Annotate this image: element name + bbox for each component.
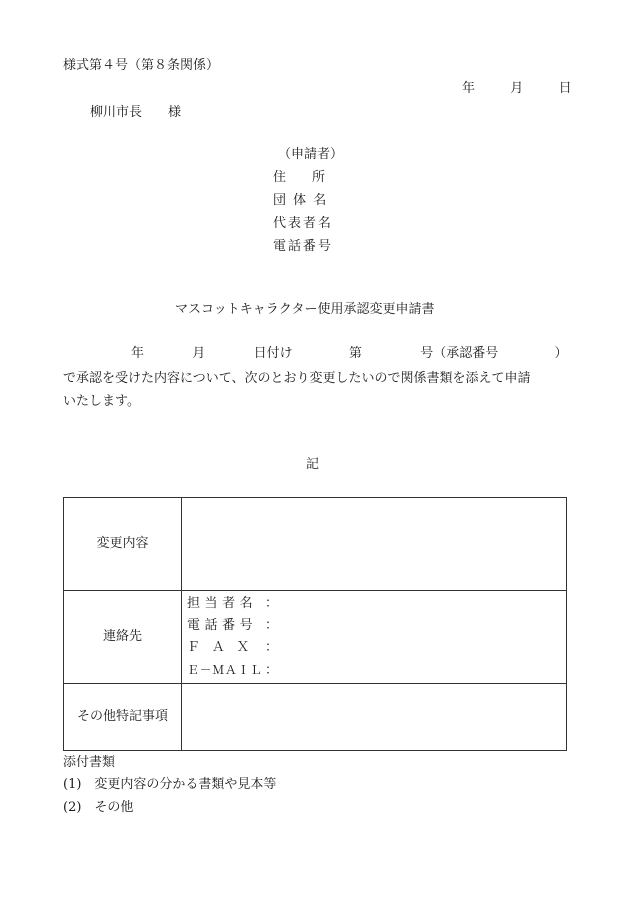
contact-phone-line[interactable] <box>187 615 566 637</box>
approval-number-label: 号（承認番号 <box>420 346 499 361</box>
attachments-heading: 添付書類 <box>63 755 116 770</box>
approval-month: 月 <box>192 346 206 361</box>
contact-person-label: 担当者名 <box>187 596 258 611</box>
date-day: 日 <box>558 81 572 96</box>
contact-fax-label: ＦＡＸ <box>187 640 262 655</box>
table-row-other-notes <box>64 684 567 751</box>
body-line-3: いたします。 <box>63 394 140 409</box>
other-notes-field[interactable] <box>182 684 567 751</box>
contact-lines <box>182 593 566 681</box>
contact-person-line[interactable] <box>187 593 566 615</box>
applicant-heading: （申請者） <box>278 147 344 162</box>
recipient: 柳川市長 様 <box>90 105 182 120</box>
body-line-2: で承認を受けた内容について、次のとおり変更したいので関係書類を添えて申請 <box>63 371 531 386</box>
applicant-representative-label: 代表者名 <box>273 216 333 231</box>
attachment-item-2: (2) その他 <box>63 800 134 815</box>
table-row-change-content <box>64 498 567 591</box>
approval-dai: 第 <box>348 346 362 361</box>
change-content-label: 変更内容 <box>64 498 182 591</box>
table-row-contact <box>64 591 567 684</box>
applicant-address-label: 住 所 <box>273 170 326 185</box>
colon: ： <box>265 663 279 678</box>
date-line <box>462 79 572 100</box>
form-number: 様式第４号（第８条関係） <box>63 58 220 73</box>
details-table <box>63 497 567 751</box>
colon: ： <box>265 640 279 655</box>
attachment-item-1: (1) 変更内容の分かる書類や見本等 <box>63 777 277 792</box>
contact-phone-label: 電話番号 <box>187 618 258 633</box>
applicant-group-name-label: 団体名 <box>273 193 334 208</box>
contact-label: 連絡先 <box>64 591 182 684</box>
approval-line <box>131 344 568 365</box>
other-notes-label: その他特記事項 <box>64 684 182 751</box>
applicant-phone-label: 電話番号 <box>273 239 333 254</box>
colon: ： <box>265 618 279 633</box>
colon: ： <box>265 596 279 611</box>
change-content-field[interactable] <box>182 498 567 591</box>
contact-fax-line[interactable] <box>187 637 566 659</box>
contact-email-label: Ｅ－ＭＡＩＬ <box>187 663 263 677</box>
contact-field <box>182 591 567 684</box>
document-title: マスコットキャラクター使用承認変更申請書 <box>175 302 435 317</box>
approval-date-suffix: 日付け <box>253 346 293 361</box>
date-month: 月 <box>510 81 524 96</box>
ki-heading: 記 <box>306 457 320 472</box>
approval-number-close: ） <box>554 346 568 361</box>
date-year: 年 <box>462 81 476 96</box>
approval-year: 年 <box>131 346 145 361</box>
contact-email-line[interactable] <box>187 659 566 681</box>
